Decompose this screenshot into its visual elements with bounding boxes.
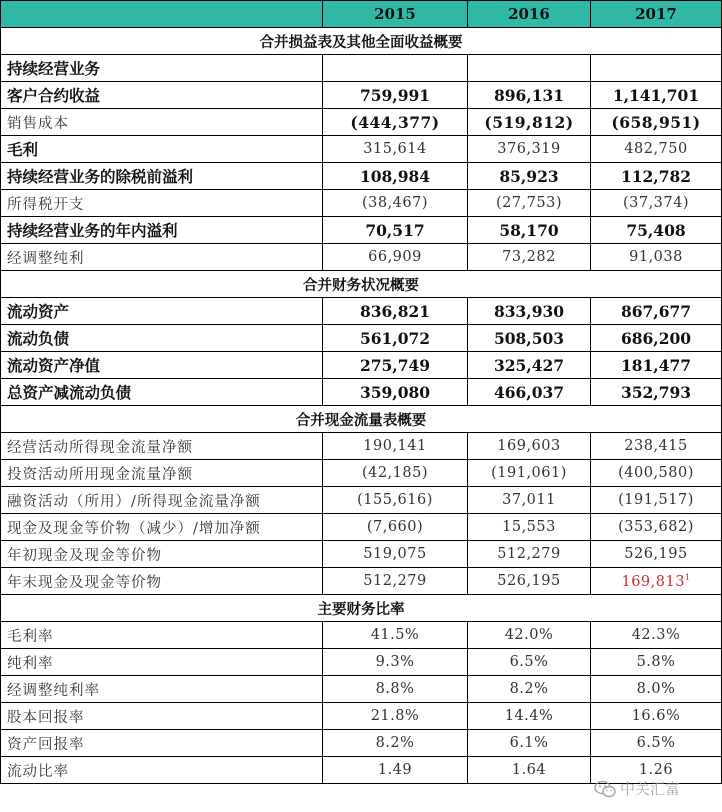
value-cell: 112,782 (591, 163, 722, 190)
value-cell: (519,812) (468, 109, 591, 136)
value-cell: 519,075 (323, 541, 468, 568)
row-label: 流动资产 (1, 298, 323, 325)
value-cell: (155,616) (323, 487, 468, 514)
value-cell: 1,141,701 (591, 82, 722, 109)
row-label: 持续经营业务 (1, 55, 323, 82)
footnote-marker: 1 (684, 572, 691, 582)
value-cell: 352,793 (591, 379, 722, 406)
row-label: 经调整纯利 (1, 244, 323, 271)
section-row (1, 271, 722, 298)
row-label: 流动负债 (1, 325, 323, 352)
row-label: 毛利 (1, 136, 323, 163)
value-cell: 508,503 (468, 325, 591, 352)
table-row (1, 568, 722, 595)
row-label: 经调整纯利率 (1, 676, 323, 703)
value-cell: 512,279 (468, 541, 591, 568)
value-cell (591, 55, 722, 82)
value-cell: (38,467) (323, 190, 468, 217)
value-cell: (37,374) (591, 190, 722, 217)
value-cell: 181,477 (591, 352, 722, 379)
table-body (1, 28, 722, 784)
value-cell: (7,660) (323, 514, 468, 541)
year-header: 2015 (323, 1, 468, 28)
value-cell: 238,415 (591, 433, 722, 460)
value-cell: (658,951) (591, 109, 722, 136)
section-row (1, 406, 722, 433)
row-label: 年初现金及现金等价物 (1, 541, 323, 568)
table-row (1, 730, 722, 757)
table-row (1, 676, 722, 703)
value-cell: 561,072 (323, 325, 468, 352)
value-cell: 70,517 (323, 217, 468, 244)
value-cell: 1.49 (323, 757, 468, 784)
section-title: 合并损益表及其他全面收益概要 (1, 28, 722, 55)
value-cell: 526,195 (591, 541, 722, 568)
value-cell: 8.2% (468, 676, 591, 703)
row-label: 销售成本 (1, 109, 323, 136)
value-cell: (191,517) (591, 487, 722, 514)
table-row (1, 298, 722, 325)
row-label: 融资活动（所用）/所得现金流量净额 (1, 487, 323, 514)
row-label: 经营活动所得现金流量净额 (1, 433, 323, 460)
row-label: 所得税开支 (1, 190, 323, 217)
section-title: 合并现金流量表概要 (1, 406, 722, 433)
row-label: 毛利率 (1, 622, 323, 649)
value-cell: 376,319 (468, 136, 591, 163)
value-cell: (400,580) (591, 460, 722, 487)
value-cell: 85,923 (468, 163, 591, 190)
value-cell: 37,011 (468, 487, 591, 514)
table-row (1, 82, 722, 109)
row-label: 持续经营业务的年内溢利 (1, 217, 323, 244)
value-cell: 14.4% (468, 703, 591, 730)
value-cell: 833,930 (468, 298, 591, 325)
value-cell: 41.5% (323, 622, 468, 649)
value-cell: 315,614 (323, 136, 468, 163)
value-cell (591, 568, 722, 595)
value-cell: 6.1% (468, 730, 591, 757)
table-row (1, 487, 722, 514)
row-label: 纯利率 (1, 649, 323, 676)
value-cell: 359,080 (323, 379, 468, 406)
value-cell: 21.8% (323, 703, 468, 730)
value-cell: 42.0% (468, 622, 591, 649)
year-header: 2017 (591, 1, 722, 28)
section-title: 主要财务比率 (1, 595, 722, 622)
table-row (1, 325, 722, 352)
value-cell: 6.5% (591, 730, 722, 757)
table-row (1, 514, 722, 541)
table-row (1, 352, 722, 379)
table-row (1, 541, 722, 568)
value-cell: 466,037 (468, 379, 591, 406)
value-cell: 1.64 (468, 757, 591, 784)
row-label: 年末现金及现金等价物 (1, 568, 323, 595)
value-cell: 8.0% (591, 676, 722, 703)
value-cell: 108,984 (323, 163, 468, 190)
row-label: 持续经营业务的除税前溢利 (1, 163, 323, 190)
value-cell: (353,682) (591, 514, 722, 541)
row-label: 总资产减流动负债 (1, 379, 323, 406)
value-cell: 836,821 (323, 298, 468, 325)
section-title: 合并财务状况概要 (1, 271, 722, 298)
value-cell: 42.3% (591, 622, 722, 649)
value-cell: 9.3% (323, 649, 468, 676)
header-corner (1, 1, 323, 28)
table-row (1, 244, 722, 271)
row-label: 流动比率 (1, 757, 323, 784)
value-cell: 896,131 (468, 82, 591, 109)
value-cell: 169,603 (468, 433, 591, 460)
value-cell (468, 55, 591, 82)
section-row (1, 28, 722, 55)
wechat-icon (594, 780, 616, 798)
value-cell: 275,749 (323, 352, 468, 379)
table-row (1, 703, 722, 730)
value-cell: 867,677 (591, 298, 722, 325)
value-cell: 759,991 (323, 82, 468, 109)
table-row (1, 433, 722, 460)
value-cell: 75,408 (591, 217, 722, 244)
value-cell: 8.2% (323, 730, 468, 757)
table-row (1, 622, 722, 649)
value-cell: (42,185) (323, 460, 468, 487)
row-label: 投资活动所用现金流量净额 (1, 460, 323, 487)
value-cell: 91,038 (591, 244, 722, 271)
watermark-text: 中关汇富 (620, 780, 681, 798)
value-cell: 16.6% (591, 703, 722, 730)
row-label: 资产回报率 (1, 730, 323, 757)
table-row (1, 163, 722, 190)
row-label: 流动资产净值 (1, 352, 323, 379)
value-cell: (27,753) (468, 190, 591, 217)
table-row (1, 217, 722, 244)
value-cell: (444,377) (323, 109, 468, 136)
value-cell (323, 55, 468, 82)
row-label: 现金及现金等价物（减少）/增加净额 (1, 514, 323, 541)
value-cell: 8.8% (323, 676, 468, 703)
value-cell: 1.26 (591, 757, 722, 784)
value-cell: 325,427 (468, 352, 591, 379)
table-row (1, 460, 722, 487)
value-cell: 512,279 (323, 568, 468, 595)
table-row (1, 190, 722, 217)
value-cell: 15,553 (468, 514, 591, 541)
value-cell: 73,282 (468, 244, 591, 271)
year-header: 2016 (468, 1, 591, 28)
value-cell: 5.8% (591, 649, 722, 676)
value-cell: 482,750 (591, 136, 722, 163)
value-cell: 58,170 (468, 217, 591, 244)
value-cell: 190,141 (323, 433, 468, 460)
table-row (1, 109, 722, 136)
row-label: 股本回报率 (1, 703, 323, 730)
value-cell: 686,200 (591, 325, 722, 352)
value-cell: 6.5% (468, 649, 591, 676)
section-row (1, 595, 722, 622)
row-label: 客户合约收益 (1, 82, 323, 109)
table-row (1, 136, 722, 163)
table-row (1, 379, 722, 406)
header-row (1, 1, 722, 28)
value-cell: 526,195 (468, 568, 591, 595)
value-cell: 66,909 (323, 244, 468, 271)
table-row (1, 649, 722, 676)
watermark (594, 778, 680, 799)
table-row (1, 55, 722, 82)
value-cell: (191,061) (468, 460, 591, 487)
highlight-value: 169,813 (621, 573, 685, 590)
